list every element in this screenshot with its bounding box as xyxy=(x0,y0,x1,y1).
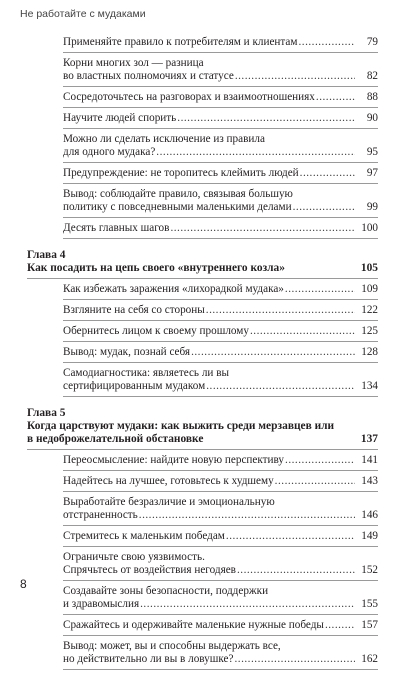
toc-separator xyxy=(63,362,378,363)
toc-entry-page: 143 xyxy=(361,475,378,487)
chapter-5-title xyxy=(27,420,378,446)
table-of-contents xyxy=(27,36,378,674)
toc-entry-page: 141 xyxy=(361,454,378,466)
chapter-5-title-line-2: в недоброжелательной обстановке xyxy=(27,433,204,445)
toc-entry-line xyxy=(63,551,356,564)
chapter-4 xyxy=(27,249,378,397)
chapter-4-label: Глава 4 xyxy=(27,249,66,261)
toc-entry-page: 155 xyxy=(361,598,378,610)
toc-separator xyxy=(63,183,378,184)
toc-entry-line xyxy=(63,112,356,125)
toc-entry-line xyxy=(63,283,356,296)
toc-entry xyxy=(27,325,378,338)
toc-entry-line xyxy=(63,222,356,235)
toc-separator xyxy=(63,669,378,670)
toc-separator xyxy=(63,52,378,53)
toc-entry-text: Надейтесь на лучшее, готовьтесь к худшему xyxy=(63,475,274,487)
leader-dots xyxy=(298,36,355,49)
toc-entries-top xyxy=(27,36,378,239)
toc-separator xyxy=(63,217,378,218)
toc-entry-line xyxy=(63,57,356,70)
toc-separator xyxy=(63,525,378,526)
toc-entry xyxy=(27,346,378,359)
toc-entry-text: Десять главных шагов xyxy=(63,222,170,234)
toc-entry-page: 82 xyxy=(366,70,378,82)
leader-dots xyxy=(206,380,355,393)
toc-entry xyxy=(27,551,378,577)
toc-entry-line xyxy=(63,146,356,159)
toc-entry-line xyxy=(63,640,356,653)
toc-entry-text: но действительно ли вы в ловушке? xyxy=(63,653,234,665)
toc-entry-line xyxy=(63,367,356,380)
chapter-4-rule xyxy=(27,278,378,279)
toc-entry xyxy=(27,91,378,104)
leader-dots xyxy=(237,564,355,577)
toc-entry xyxy=(27,112,378,125)
toc-entry-page: 122 xyxy=(361,304,378,316)
toc-entry xyxy=(27,367,378,393)
toc-entry xyxy=(27,585,378,611)
toc-entry-text: и здравомыслия xyxy=(63,598,140,610)
toc-entry-text: политику с повседневными маленькими делами xyxy=(63,201,292,213)
toc-separator xyxy=(63,86,378,87)
toc-entry-page: 95 xyxy=(366,146,378,158)
toc-entry-page: 100 xyxy=(361,222,378,234)
toc-entry-page: 97 xyxy=(366,167,378,179)
toc-entry-text: Переосмысление: найдите новую перспективу xyxy=(63,454,285,466)
toc-separator xyxy=(63,238,378,239)
chapter-4-page: 105 xyxy=(360,262,378,274)
toc-entry-text: Корни многих зол — разница xyxy=(63,57,204,69)
toc-entry-line xyxy=(63,91,356,104)
toc-entry xyxy=(27,283,378,296)
toc-entry-line xyxy=(63,475,356,488)
toc-entry xyxy=(27,530,378,543)
toc-entry-text: Ограничьте свою уязвимость. xyxy=(63,551,205,563)
leader-dots xyxy=(275,475,355,488)
leader-dots xyxy=(285,283,355,296)
toc-entry xyxy=(27,133,378,159)
toc-entry-line xyxy=(63,454,356,467)
toc-separator xyxy=(63,341,378,342)
toc-entry xyxy=(27,304,378,317)
toc-separator xyxy=(63,396,378,397)
toc-entry-line xyxy=(63,530,356,543)
leader-dots xyxy=(206,304,355,317)
toc-entry-text: Самодиагностика: являетесь ли вы xyxy=(63,367,229,379)
toc-entry-page: 125 xyxy=(361,325,378,337)
toc-entry-text: Спрячьтесь от воздействия негодяев xyxy=(63,564,236,576)
leader-dots xyxy=(293,201,355,214)
toc-entry-text: Выработайте безразличие и эмоциональную xyxy=(63,496,275,508)
toc-entry-line xyxy=(63,346,356,359)
leader-dots xyxy=(234,653,355,666)
toc-entry-page: 99 xyxy=(366,201,378,213)
toc-separator xyxy=(63,162,378,163)
toc-entry-line xyxy=(63,496,356,509)
toc-separator xyxy=(63,546,378,547)
leader-dots xyxy=(325,619,355,632)
toc-entry xyxy=(27,640,378,666)
toc-entry-text: Можно ли сделать исключение из правила xyxy=(63,133,265,145)
toc-entry-text: Стремитесь к маленьким победам xyxy=(63,530,225,542)
leader-dots xyxy=(177,112,355,125)
toc-separator xyxy=(63,320,378,321)
toc-entry-line xyxy=(63,304,356,317)
chapter-5-title-text xyxy=(27,420,334,446)
toc-entry-line xyxy=(63,167,356,180)
toc-entry xyxy=(27,454,378,467)
leader-dots xyxy=(285,454,355,467)
toc-entry xyxy=(27,619,378,632)
toc-separator xyxy=(63,635,378,636)
toc-entry-page: 90 xyxy=(366,112,378,124)
toc-entry-page: 146 xyxy=(361,509,378,521)
toc-entry-line xyxy=(63,325,356,338)
chapter-4-entries xyxy=(27,283,378,397)
chapter-5 xyxy=(27,407,378,670)
toc-entry-line xyxy=(63,564,356,577)
toc-entry-line xyxy=(63,509,356,522)
chapter-5-page: 137 xyxy=(360,433,378,445)
toc-entry-line xyxy=(63,585,356,598)
toc-entry xyxy=(27,222,378,235)
toc-entry-page: 134 xyxy=(361,380,378,392)
toc-separator xyxy=(63,491,378,492)
toc-entry-text: сертифицированным мудаком xyxy=(63,380,206,392)
leader-dots xyxy=(235,70,355,83)
toc-separator xyxy=(63,614,378,615)
toc-entry-line xyxy=(63,133,356,146)
toc-entry-text: отстраненность xyxy=(63,509,138,521)
toc-separator xyxy=(63,128,378,129)
toc-entry-line xyxy=(63,619,356,632)
chapter-5-label: Глава 5 xyxy=(27,407,66,419)
toc-entry-text: Применяйте правило к потребителям и клиентам xyxy=(63,36,298,48)
leader-dots xyxy=(300,167,355,180)
leader-dots xyxy=(156,146,355,159)
toc-entry xyxy=(27,167,378,180)
toc-entry-page: 162 xyxy=(361,653,378,665)
toc-entry-page: 109 xyxy=(361,283,378,295)
chapter-5-entries xyxy=(27,454,378,670)
toc-entry-text: Как избежать заражения «лихорадкой мудака» xyxy=(63,283,284,295)
toc-entry-text: Сражайтесь и одерживайте маленькие нужные победы xyxy=(63,619,324,631)
toc-entry-text: Вывод: мудак, познай себя xyxy=(63,346,191,358)
page-number: 8 xyxy=(20,577,27,591)
toc-entry-text: во властных полномочиях и статусе xyxy=(63,70,234,82)
toc-entry-page: 149 xyxy=(361,530,378,542)
toc-entry-text: для одного мудака? xyxy=(63,146,156,158)
toc-entry-page: 157 xyxy=(361,619,378,631)
toc-entry-text: Сосредоточьтесь на разговорах и взаимоотношениях xyxy=(63,91,315,103)
toc-entry-line xyxy=(63,653,356,666)
toc-entry-text: Взгляните на себя со стороны xyxy=(63,304,205,316)
chapter-4-title xyxy=(27,262,378,275)
toc-separator xyxy=(63,580,378,581)
toc-entry-text: Вывод: может, вы и способны выдержать все, xyxy=(63,640,281,652)
toc-entry xyxy=(27,475,378,488)
toc-separator xyxy=(63,470,378,471)
leader-dots xyxy=(139,509,355,522)
toc-entry-line xyxy=(63,380,356,393)
toc-entry-page: 152 xyxy=(361,564,378,576)
toc-entry-text: Создавайте зоны безопасности, поддержки xyxy=(63,585,269,597)
toc-entry-text: Научите людей спорить xyxy=(63,112,177,124)
toc-entry xyxy=(27,36,378,49)
toc-entry-line xyxy=(63,70,356,83)
chapter-5-title-line-1: Когда царствуют мудаки: как выжить среди мерзавцев или xyxy=(27,420,335,432)
toc-entry-text: Обернитесь лицом к своему прошлому xyxy=(63,325,249,337)
toc-entry-line xyxy=(63,188,356,201)
leader-dots xyxy=(191,346,355,359)
toc-entry-page: 79 xyxy=(366,36,378,48)
toc-entry xyxy=(27,188,378,214)
chapter-4-title-text: Как посадить на цепь своего «внутреннего козла» xyxy=(27,262,285,274)
chapter-5-rule xyxy=(27,449,378,450)
toc-entry-text: Вывод: соблюдайте правило, связывая большую xyxy=(63,188,293,200)
toc-entry-page: 128 xyxy=(361,346,378,358)
toc-entry-line xyxy=(63,36,356,49)
running-head: Не работайте с мудаками xyxy=(20,8,146,20)
toc-separator xyxy=(63,299,378,300)
toc-entry xyxy=(27,57,378,83)
toc-separator xyxy=(63,107,378,108)
leader-dots xyxy=(170,222,355,235)
toc-entry-line xyxy=(63,201,356,214)
toc-entry-page: 88 xyxy=(366,91,378,103)
leader-dots xyxy=(226,530,355,543)
toc-entry-text: Предупреждение: не торопитесь клеймить людей xyxy=(63,167,299,179)
leader-dots xyxy=(250,325,355,338)
leader-dots xyxy=(316,91,355,104)
toc-entry xyxy=(27,496,378,522)
